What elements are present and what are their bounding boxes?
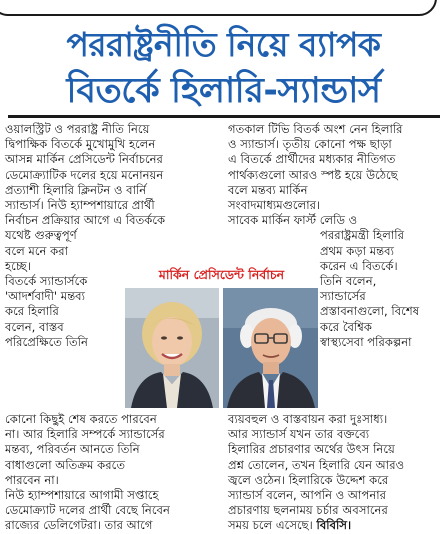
article-line: দ্বিপাক্ষিক বিতর্কে মুখোমুখি হলেন: [5, 137, 156, 152]
top-border-frame: [0, 0, 437, 16]
headline: [0, 22, 447, 114]
headline-line-2: বিতর্কে হিলারি-স্যান্ডার্স: [66, 71, 381, 111]
article-line: ও স্যান্ডার্স। তৃতীয় কোনো পক্ষ ছাড়া: [228, 137, 392, 152]
article-column-left-bottom: [5, 412, 215, 534]
article-line: বাধাগুলো অতিক্রম করতে: [5, 457, 126, 472]
byline: বিবিসি।: [316, 518, 352, 533]
article-line: ওয়ালস্ট্রিট ও পররাষ্ট্র নীতি নিয়ে: [5, 122, 150, 136]
sanders-portrait-icon: [223, 288, 318, 408]
article-line: বলেন, বাস্তব: [5, 319, 64, 334]
article-line: ব্যয়বহুল ও বাস্তবায়ন করা দুঃসাধ্য।: [228, 412, 388, 426]
article-line: করেন এ বিতর্কে।: [320, 258, 398, 273]
article-column-right-bottom: [228, 412, 440, 534]
article-line: পার্থক্যগুলো আরও স্পষ্ট হয়ে উঠেছে: [228, 167, 398, 182]
bernie-sanders-photo: [223, 288, 318, 408]
article-line: স্যান্ডার্স বলেন, আপনি ও আপনার: [228, 488, 386, 503]
article-line: পররাষ্ট্রমন্ত্রী হিলারি: [320, 228, 404, 243]
article-line: স্বাস্থ্যসেবা পরিকল্পনা: [320, 334, 412, 349]
hillary-portrait-icon: [125, 288, 219, 408]
article-line: রাজ্যের ডেলিগেটরা। তার আগে: [5, 518, 153, 533]
article-line: ডেমোক্র্যাটিক দলের হয়ে মনোনয়ন: [5, 167, 164, 182]
article-line: প্রথম কড়া মন্তব্য: [320, 243, 394, 258]
photo-caption-label: মার্কিন প্রেসিডেন্ট নির্বাচন: [125, 264, 318, 286]
article-line: 'আদর্শবাদী' মন্তব্য: [5, 289, 85, 304]
hillary-clinton-photo: [125, 288, 219, 408]
article-line: হিলারির প্রচারণার অর্থের উৎস নিয়ে: [228, 442, 395, 457]
photo-panel: [125, 264, 318, 410]
article-line: কোনো কিছুই শেষ করতে পারবেন: [5, 412, 157, 426]
headline-line-1: পররাষ্ট্রনীতি নিয়ে ব্যাপক: [66, 25, 381, 64]
article-line: স্যান্ডার্সের: [320, 289, 366, 304]
article-line: প্রস্তাবনাগুলো, বিশেষ: [320, 304, 420, 319]
article-line: জ্বলে ওঠেন। হিলারিকে উদ্দেশ করে: [228, 472, 389, 487]
article-line: তিনি বলেন,: [320, 274, 377, 289]
article-line: সাবেক মার্কিন ফার্স্ট লেডি ও: [228, 213, 358, 228]
article-line-text: সময় চলে এসেছে।: [228, 518, 313, 533]
article-line: বলে মনে করা: [5, 243, 68, 258]
article-line: করে বৈশ্বিক: [320, 319, 373, 334]
article-line: না। আর হিলারি সম্পর্কে স্যান্ডার্সের: [5, 427, 165, 442]
article-line: স্যান্ডার্স। নিউ হ্যাম্পশায়ারে প্রার্থী: [5, 198, 155, 213]
article-line: পরিপ্রেক্ষিতে তিনি: [5, 334, 88, 349]
article-line: মন্তব্য, পরিবর্তন আনতে তিনি: [5, 442, 140, 457]
headline-divider: [8, 115, 440, 118]
article-line: এ বিতর্কে প্রার্থীদের মধ্যকার নীতিগত: [228, 152, 396, 167]
article-line: করে হিলারি: [5, 304, 59, 319]
article-line: নির্বাচন প্রক্রিয়ার আগে এ বিতর্ককে: [5, 213, 166, 228]
article-line: [228, 518, 440, 533]
article-line: হচ্ছে।: [5, 258, 31, 273]
article-line: পারবেন না।: [5, 472, 59, 487]
article-line: আর স্যান্ডার্স যখন তার বক্তব্যে: [228, 427, 370, 442]
article-line: আসন্ন মার্কিন প্রেসিডেন্ট নির্বাচনের: [5, 152, 163, 167]
article-line: গতকাল টিভি বিতর্ক অংশ নেন হিলারি: [228, 122, 403, 136]
article-line: প্রচারণায় ছলনাময় চর্চার অবসানের: [228, 503, 388, 518]
article-line: ডেমোক্র্যাট দলের প্রার্থী বেছে নিবেন: [5, 503, 170, 518]
article-line: নিউ হ্যাম্পশায়ারে আগামী সপ্তাহে: [5, 488, 159, 503]
article-line: বিতর্কে স্যান্ডার্সকে: [5, 274, 88, 289]
article-line: সংবাদমাধ্যমগুলোর।: [228, 198, 321, 213]
article-line: প্রত্যাশী হিলারি ক্লিনটন ও বার্নি: [5, 182, 147, 197]
article-line: প্রশ্ন তোলেন, তখন হিলারি যেন আরও: [228, 457, 405, 472]
article-line: যথেষ্ট গুরুত্বপূর্ণ: [5, 228, 77, 243]
article-line: বলে মন্তব্য মার্কিন: [228, 182, 308, 197]
